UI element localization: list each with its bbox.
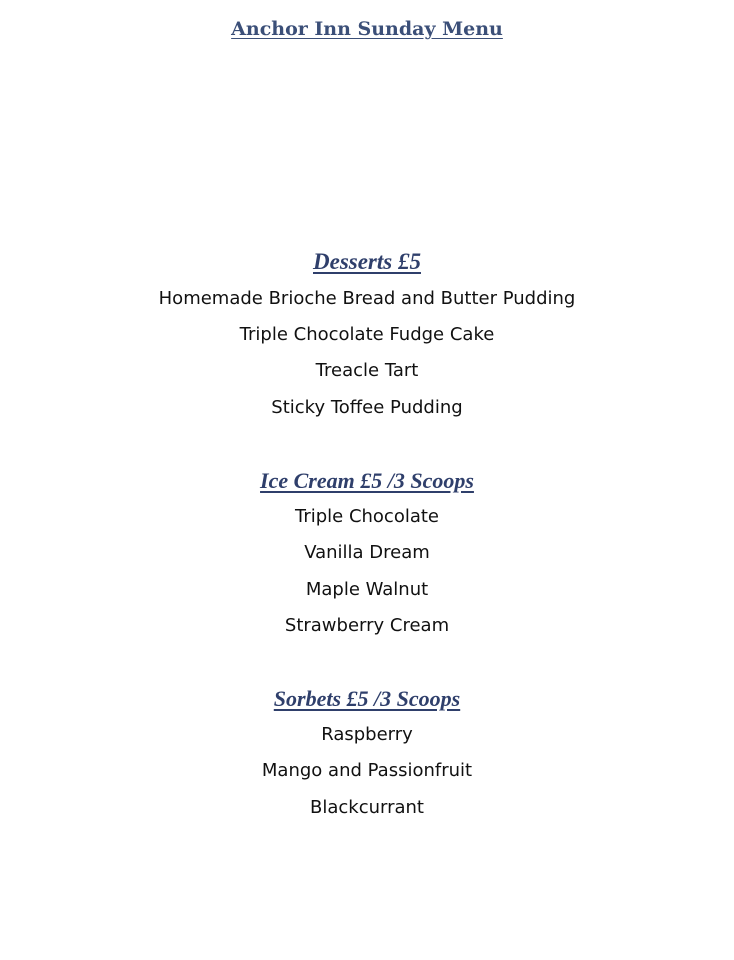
section-heading-desserts: Desserts £5 — [313, 249, 421, 274]
section-heading-ice-cream: Ice Cream £5 /3 Scoops — [260, 468, 474, 493]
menu-item: Sticky Toffee Pudding — [271, 397, 463, 418]
menu-item: Mango and Passionfruit — [261, 760, 473, 781]
menu-item: Blackcurrant — [310, 797, 424, 818]
menu-title: Anchor Inn Sunday Menu — [231, 18, 503, 40]
section-heading-sorbets: Sorbets £5 /3 Scoops — [273, 686, 461, 711]
menu-item: Homemade Brioche Bread and Butter Pudding — [158, 288, 576, 309]
menu-item: Treacle Tart — [315, 360, 419, 381]
menu-item: Raspberry — [321, 724, 413, 745]
menu-item: Maple Walnut — [305, 579, 429, 600]
menu-item: Strawberry Cream — [284, 615, 450, 636]
menu-item: Triple Chocolate Fudge Cake — [239, 324, 495, 345]
menu-item: Vanilla Dream — [304, 542, 430, 563]
menu-item: Triple Chocolate — [294, 506, 440, 527]
